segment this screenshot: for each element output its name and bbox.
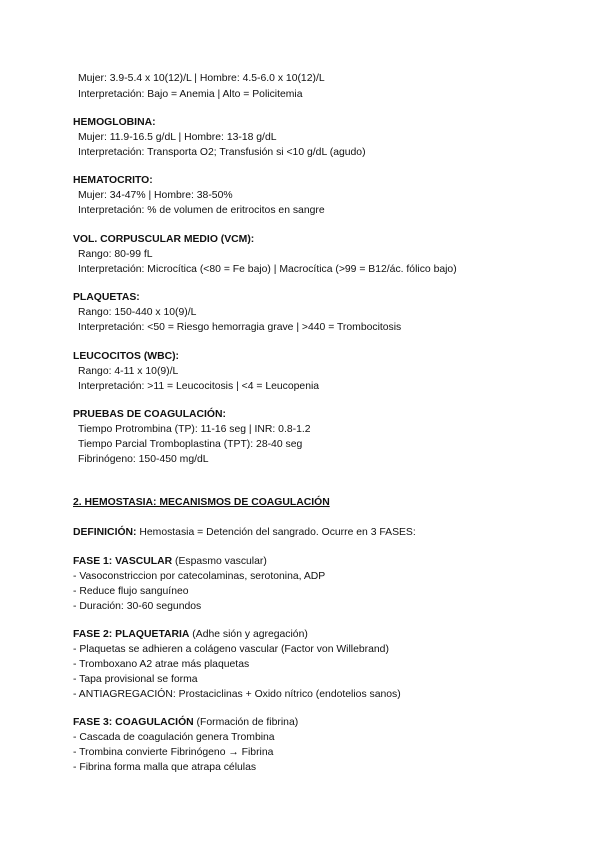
phase-item: - Duración: 30-60 segundos — [73, 601, 202, 612]
phase-item: - Fibrina forma malla que atrapa células — [73, 762, 257, 773]
hematocrito-interp: Interpretación: % de volumen de eritrocitos en sangre — [78, 205, 325, 216]
phase-item: - Tromboxano A2 atrae más plaquetas — [73, 659, 250, 670]
phase-label: FASE 2: PLAQUETARIA — [73, 629, 190, 640]
definition-text: Hemostasia = Detención del sangrado. Ocurre en 3 FASES: — [136, 527, 416, 538]
eritrocitos-interp: Interpretación: Bajo = Anemia | Alto = Policitemia — [78, 89, 303, 100]
leucocitos-interp: Interpretación: >11 = Leucocitosis | <4 = Leucopenia — [78, 381, 320, 392]
phase-item: - Reduce flujo sanguíneo — [73, 586, 189, 597]
leucocitos-ref: Rango: 4-11 x 10(9)/L — [78, 366, 179, 377]
phase-note: (Formación de fibrina) — [193, 717, 299, 728]
phase-label: FASE 3: COAGULACIÓN — [73, 717, 194, 728]
phase-note: (Adhe sión y agregación) — [189, 629, 308, 640]
phase-title — [73, 555, 267, 569]
phase-item: - ANTIAGREGACIÓN: Prostaciclinas + Oxido nítrico (endotelios sanos) — [73, 689, 401, 700]
phase-title — [73, 628, 308, 642]
phase-item: - Trombina convierte Fibrinógeno → Fibrina — [73, 747, 274, 758]
phase-item: - Tapa provisional se forma — [73, 674, 198, 685]
phase-item: - Cascada de coagulación genera Trombina — [73, 732, 275, 743]
coagulacion-item: Tiempo Parcial Tromboplastina (TPT): 28-40 seg — [78, 439, 303, 450]
vcm-title: VOL. CORPUSCULAR MEDIO (VCM): — [73, 234, 255, 245]
definition-label: DEFINICIÓN: — [73, 527, 137, 538]
hematocrito-title: HEMATOCRITO: — [73, 175, 153, 186]
coagulacion-item: Tiempo Protrombina (TP): 11-16 seg | INR: 0.8-1.2 — [78, 424, 311, 435]
phase-title — [73, 716, 298, 730]
leucocitos-title: LEUCOCITOS (WBC): — [73, 351, 180, 362]
hemoglobina-ref: Mujer: 11.9-16.5 g/dL | Hombre: 13-18 g/dL — [78, 132, 277, 143]
phase-item: - Vasoconstriccion por catecolaminas, serotonina, ADP — [73, 571, 326, 582]
plaquetas-interp: Interpretación: <50 = Riesgo hemorragia grave | >440 = Trombocitosis — [78, 322, 402, 333]
plaquetas-ref: Rango: 150-440 x 10(9)/L — [78, 307, 197, 318]
phase-label: FASE 1: VASCULAR — [73, 556, 173, 567]
phase-item: - Plaquetas se adhieren a colágeno vascular (Factor von Willebrand) — [73, 644, 389, 655]
section-heading: 2. HEMOSTASIA: MECANISMOS DE COAGULACIÓN — [73, 497, 330, 508]
coagulacion-title: PRUEBAS DE COAGULACIÓN: — [73, 409, 226, 420]
hemoglobina-title: HEMOGLOBINA: — [73, 117, 156, 128]
hemoglobina-interp: Interpretación: Transporta O2; Transfusión si <10 g/dL (agudo) — [78, 147, 366, 158]
phase-note: (Espasmo vascular) — [172, 556, 267, 567]
definition-line — [73, 526, 416, 540]
vcm-interp: Interpretación: Microcítica (<80 = Fe bajo) | Macrocítica (>99 = B12/ác. fólico bajo) — [78, 264, 457, 275]
plaquetas-title: PLAQUETAS: — [73, 292, 140, 303]
eritrocitos-ref: Mujer: 3.9-5.4 x 10(12)/L | Hombre: 4.5-6.0 x 10(12)/L — [78, 73, 325, 84]
coagulacion-item: Fibrinógeno: 150-450 mg/dL — [78, 454, 209, 465]
vcm-ref: Rango: 80-99 fL — [78, 249, 153, 260]
hematocrito-ref: Mujer: 34-47% | Hombre: 38-50% — [78, 190, 233, 201]
